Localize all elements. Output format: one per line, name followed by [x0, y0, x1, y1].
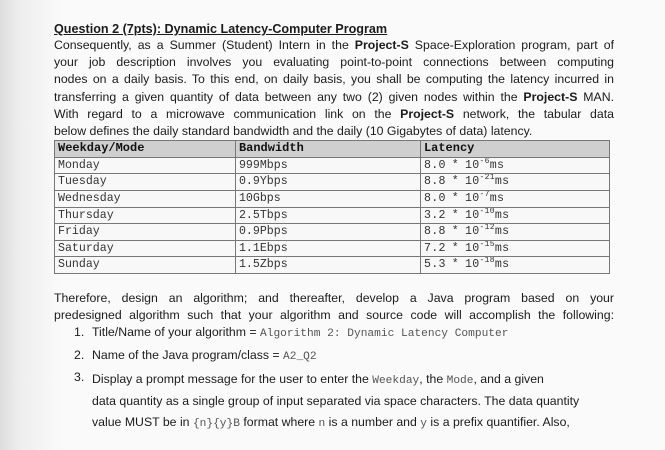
header-bandwidth: Bandwidth — [235, 141, 420, 158]
cell-bandwidth: 1.5Zbps — [235, 257, 420, 274]
intro-paragraph — [54, 37, 614, 140]
header-latency: Latency — [420, 141, 609, 158]
intro-line-5: With regard to a microwave communication link on the Project-S network, the tabular data — [54, 106, 614, 121]
program-name: Project-S — [354, 38, 409, 52]
table-row — [55, 157, 610, 174]
cell-weekday: Saturday — [55, 240, 236, 257]
cell-bandwidth: 0.9Ybps — [235, 174, 420, 191]
n-code: n — [318, 417, 326, 430]
requirements-list — [54, 324, 614, 434]
cell-weekday: Monday — [55, 157, 236, 174]
item-number: 1. — [74, 325, 85, 340]
cell-latency: $5.3 * 10^{-18}ms$ — [420, 257, 609, 274]
cell-latency: $8.0 * 10^{-6}ms$ — [420, 157, 609, 174]
cell-weekday: Tuesday — [55, 174, 236, 191]
outro-line-2: predesigned algorithm such that your algorithm and source code will accomplish the following: — [54, 308, 614, 323]
intro-line-2: your job description involves you evaluating point-to-point connections between computing — [54, 55, 614, 70]
weekday-code: Weekday — [372, 374, 420, 387]
program-name: Project-S — [400, 106, 455, 121]
cell-weekday: Sunday — [55, 257, 236, 274]
intro-line-4: transferring a given quantity of data between any two (2) given nodes within the Project-S MAN. — [54, 89, 614, 104]
table-row — [55, 191, 610, 208]
question-title — [54, 21, 614, 37]
cell-latency: $8.0 * 10^{-7}ms$ — [420, 191, 609, 208]
cell-latency: $3.2 * 10^{-10}ms$ — [420, 207, 609, 224]
intro-line-1: Consequently, as a Summer (Student) Intern in the Project-S Space-Exploration program, part of — [54, 38, 614, 52]
table-row — [55, 240, 610, 257]
header-weekday: Weekday/Mode — [55, 141, 236, 158]
item-number: 2. — [74, 347, 85, 362]
requirement-item-2: 2. Name of the Java program/class = A2_Q2 — [74, 347, 317, 363]
table-row — [55, 224, 610, 241]
algorithm-title-code: Algorithm 2: Dynamic Latency Computer — [260, 328, 509, 341]
table-row — [55, 174, 610, 191]
outro-line-1: Therefore, design an algorithm; and thereafter, develop a Java program based on your — [54, 290, 614, 305]
intro-line-6: below defines the daily standard bandwidth and the daily (10 Gigabytes of data) latency. — [54, 124, 533, 139]
y-code: y — [420, 417, 427, 430]
cell-latency: $7.2 * 10^{-15}ms$ — [420, 240, 609, 257]
table-row — [55, 207, 610, 224]
cell-latency: $8.8 * 10^{-21}ms$ — [420, 174, 609, 191]
cell-weekday: Friday — [55, 224, 236, 241]
latency-table-body — [55, 157, 610, 273]
cell-latency: $8.8 * 10^{-12}ms$ — [420, 224, 609, 241]
table-header-row — [55, 141, 610, 158]
cell-bandwidth: 999Mbps — [235, 157, 420, 174]
cell-bandwidth: 0.9Pbps — [235, 224, 420, 241]
question-title-text: Question 2 (7pts): Dynamic Latency-Computer Program — [54, 22, 388, 36]
requirement-item-3: 3. Display a prompt message for the user to enter the Weekday, the Mode, and a given data quantity as a single group of input separated via space characters. The data quantity value MUST be in {n}{y}B format where n is a number and y is a prefix quantifier. Also, — [74, 369, 580, 430]
table-row — [55, 257, 610, 274]
outro-paragraph — [54, 290, 614, 324]
question-content — [54, 21, 614, 434]
program-name: Project-S — [523, 89, 578, 104]
requirement-item-1: 1. Title/Name of your algorithm = Algorithm 2: Dynamic Latency Computer — [74, 325, 509, 341]
cell-bandwidth: 2.5Tbps — [235, 207, 420, 224]
cell-bandwidth: 10Gbps — [235, 191, 420, 208]
format-code: {n}{y}B — [192, 417, 240, 430]
latency-table — [54, 140, 610, 274]
item-number: 3. — [74, 369, 85, 384]
mode-code: Mode — [446, 374, 474, 387]
cell-weekday: Wednesday — [55, 191, 236, 208]
class-name-code: A2_Q2 — [283, 350, 317, 363]
cell-bandwidth: 1.1Ebps — [235, 240, 420, 257]
intro-line-3: nodes on a daily basis. To this end, on daily basis, you shall be computing the latency incurred in — [54, 72, 614, 87]
cell-weekday: Thursday — [55, 207, 236, 224]
